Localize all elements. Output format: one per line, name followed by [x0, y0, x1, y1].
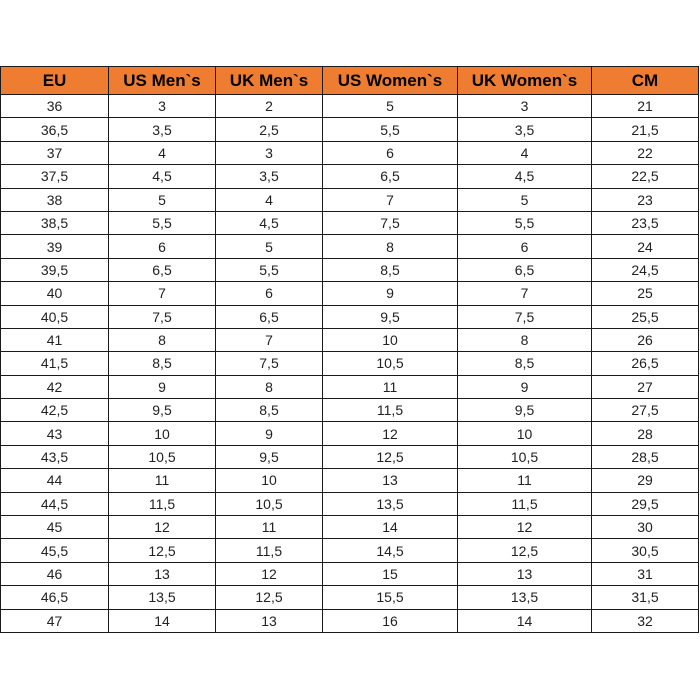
- cell-us-mens: 13,5: [109, 586, 216, 609]
- cell-uk-mens: 5: [216, 235, 323, 258]
- cell-cm: 24: [592, 235, 699, 258]
- cell-uk-womens: 7,5: [458, 305, 592, 328]
- cell-uk-mens: 8,5: [216, 399, 323, 422]
- cell-uk-mens: 12: [216, 562, 323, 585]
- cell-uk-womens: 9: [458, 375, 592, 398]
- cell-us-mens: 12,5: [109, 539, 216, 562]
- cell-uk-mens: 8: [216, 375, 323, 398]
- cell-eu: 40,5: [1, 305, 109, 328]
- cell-eu: 45,5: [1, 539, 109, 562]
- cell-cm: 28: [592, 422, 699, 445]
- cell-eu: 46,5: [1, 586, 109, 609]
- cell-us-womens: 6: [323, 141, 458, 164]
- cell-us-womens: 10,5: [323, 352, 458, 375]
- cell-uk-mens: 6: [216, 282, 323, 305]
- cell-uk-womens: 7: [458, 282, 592, 305]
- cell-eu: 39,5: [1, 258, 109, 281]
- cell-cm: 21: [592, 95, 699, 118]
- cell-us-womens: 5: [323, 95, 458, 118]
- cell-uk-mens: 12,5: [216, 586, 323, 609]
- cell-uk-womens: 5,5: [458, 211, 592, 234]
- cell-us-mens: 10,5: [109, 445, 216, 468]
- cell-uk-womens: 4,5: [458, 165, 592, 188]
- cell-cm: 21,5: [592, 118, 699, 141]
- header-row: [1, 67, 699, 95]
- cell-us-mens: 3,5: [109, 118, 216, 141]
- cell-eu: 41,5: [1, 352, 109, 375]
- cell-uk-mens: 2,5: [216, 118, 323, 141]
- cell-us-womens: 13,5: [323, 492, 458, 515]
- cell-us-mens: 14: [109, 609, 216, 632]
- cell-eu: 41: [1, 328, 109, 351]
- column-header-uk-mens: UK Men`s: [216, 67, 323, 95]
- cell-uk-womens: 3,5: [458, 118, 592, 141]
- cell-us-womens: 15: [323, 562, 458, 585]
- table-row: [1, 282, 699, 305]
- cell-uk-mens: 10: [216, 469, 323, 492]
- cell-uk-mens: 3,5: [216, 165, 323, 188]
- cell-us-womens: 5,5: [323, 118, 458, 141]
- cell-cm: 26,5: [592, 352, 699, 375]
- cell-uk-womens: 14: [458, 609, 592, 632]
- table-row: [1, 399, 699, 422]
- cell-uk-womens: 8: [458, 328, 592, 351]
- cell-uk-womens: 10: [458, 422, 592, 445]
- cell-us-mens: 3: [109, 95, 216, 118]
- cell-uk-womens: 9,5: [458, 399, 592, 422]
- table-row: [1, 165, 699, 188]
- table-row: [1, 445, 699, 468]
- cell-us-womens: 15,5: [323, 586, 458, 609]
- cell-cm: 22: [592, 141, 699, 164]
- cell-uk-womens: 6: [458, 235, 592, 258]
- cell-us-womens: 9,5: [323, 305, 458, 328]
- table-row: [1, 539, 699, 562]
- cell-us-womens: 6,5: [323, 165, 458, 188]
- cell-us-womens: 13: [323, 469, 458, 492]
- table-body: [1, 95, 699, 633]
- cell-us-mens: 7,5: [109, 305, 216, 328]
- cell-uk-mens: 6,5: [216, 305, 323, 328]
- cell-uk-mens: 13: [216, 609, 323, 632]
- table-row: [1, 95, 699, 118]
- cell-cm: 23,5: [592, 211, 699, 234]
- cell-uk-womens: 12,5: [458, 539, 592, 562]
- cell-cm: 25: [592, 282, 699, 305]
- cell-uk-womens: 5: [458, 188, 592, 211]
- cell-us-womens: 7: [323, 188, 458, 211]
- cell-us-mens: 5: [109, 188, 216, 211]
- cell-cm: 27,5: [592, 399, 699, 422]
- cell-uk-womens: 3: [458, 95, 592, 118]
- table-header: [1, 67, 699, 95]
- cell-cm: 28,5: [592, 445, 699, 468]
- table-row: [1, 352, 699, 375]
- cell-us-mens: 5,5: [109, 211, 216, 234]
- cell-uk-mens: 7,5: [216, 352, 323, 375]
- cell-us-womens: 12: [323, 422, 458, 445]
- cell-cm: 26: [592, 328, 699, 351]
- cell-us-womens: 11,5: [323, 399, 458, 422]
- cell-eu: 36,5: [1, 118, 109, 141]
- column-header-eu: EU: [1, 67, 109, 95]
- cell-uk-womens: 12: [458, 516, 592, 539]
- cell-us-mens: 4,5: [109, 165, 216, 188]
- cell-eu: 37,5: [1, 165, 109, 188]
- column-header-us-mens: US Men`s: [109, 67, 216, 95]
- cell-eu: 42: [1, 375, 109, 398]
- cell-uk-mens: 5,5: [216, 258, 323, 281]
- cell-cm: 23: [592, 188, 699, 211]
- table-row: [1, 422, 699, 445]
- cell-cm: 31: [592, 562, 699, 585]
- table-row: [1, 586, 699, 609]
- table-row: [1, 328, 699, 351]
- cell-uk-womens: 10,5: [458, 445, 592, 468]
- cell-uk-mens: 4,5: [216, 211, 323, 234]
- cell-cm: 25,5: [592, 305, 699, 328]
- cell-us-womens: 8: [323, 235, 458, 258]
- cell-cm: 27: [592, 375, 699, 398]
- cell-uk-mens: 9: [216, 422, 323, 445]
- table-row: [1, 118, 699, 141]
- cell-uk-womens: 11,5: [458, 492, 592, 515]
- table-row: [1, 492, 699, 515]
- cell-us-womens: 14: [323, 516, 458, 539]
- column-header-uk-womens: UK Women`s: [458, 67, 592, 95]
- cell-us-mens: 10: [109, 422, 216, 445]
- cell-us-mens: 11,5: [109, 492, 216, 515]
- cell-eu: 39: [1, 235, 109, 258]
- cell-uk-womens: 13,5: [458, 586, 592, 609]
- cell-eu: 38,5: [1, 211, 109, 234]
- cell-cm: 30,5: [592, 539, 699, 562]
- cell-us-mens: 7: [109, 282, 216, 305]
- cell-us-womens: 9: [323, 282, 458, 305]
- cell-us-mens: 12: [109, 516, 216, 539]
- cell-cm: 32: [592, 609, 699, 632]
- cell-us-womens: 7,5: [323, 211, 458, 234]
- cell-us-mens: 8,5: [109, 352, 216, 375]
- table-row: [1, 235, 699, 258]
- cell-cm: 22,5: [592, 165, 699, 188]
- cell-uk-mens: 11: [216, 516, 323, 539]
- cell-cm: 29,5: [592, 492, 699, 515]
- cell-eu: 44,5: [1, 492, 109, 515]
- cell-eu: 42,5: [1, 399, 109, 422]
- cell-us-mens: 4: [109, 141, 216, 164]
- cell-eu: 37: [1, 141, 109, 164]
- table-row: [1, 211, 699, 234]
- cell-eu: 38: [1, 188, 109, 211]
- cell-us-mens: 8: [109, 328, 216, 351]
- table-row: [1, 375, 699, 398]
- cell-uk-womens: 11: [458, 469, 592, 492]
- cell-us-mens: 9,5: [109, 399, 216, 422]
- cell-uk-mens: 9,5: [216, 445, 323, 468]
- cell-uk-mens: 4: [216, 188, 323, 211]
- cell-eu: 46: [1, 562, 109, 585]
- cell-uk-womens: 6,5: [458, 258, 592, 281]
- cell-us-mens: 6,5: [109, 258, 216, 281]
- cell-us-womens: 8,5: [323, 258, 458, 281]
- cell-us-mens: 13: [109, 562, 216, 585]
- table-row: [1, 609, 699, 632]
- cell-uk-womens: 13: [458, 562, 592, 585]
- cell-us-womens: 14,5: [323, 539, 458, 562]
- cell-cm: 30: [592, 516, 699, 539]
- table-row: [1, 562, 699, 585]
- cell-eu: 40: [1, 282, 109, 305]
- cell-us-mens: 6: [109, 235, 216, 258]
- cell-eu: 47: [1, 609, 109, 632]
- cell-uk-mens: 3: [216, 141, 323, 164]
- table-row: [1, 516, 699, 539]
- cell-eu: 43: [1, 422, 109, 445]
- cell-us-womens: 12,5: [323, 445, 458, 468]
- cell-us-womens: 16: [323, 609, 458, 632]
- cell-eu: 43,5: [1, 445, 109, 468]
- column-header-cm: CM: [592, 67, 699, 95]
- cell-us-womens: 10: [323, 328, 458, 351]
- cell-uk-mens: 2: [216, 95, 323, 118]
- cell-cm: 29: [592, 469, 699, 492]
- cell-uk-womens: 8,5: [458, 352, 592, 375]
- cell-uk-mens: 10,5: [216, 492, 323, 515]
- cell-eu: 36: [1, 95, 109, 118]
- cell-us-mens: 9: [109, 375, 216, 398]
- table-row: [1, 305, 699, 328]
- table-row: [1, 258, 699, 281]
- cell-cm: 31,5: [592, 586, 699, 609]
- cell-uk-mens: 11,5: [216, 539, 323, 562]
- column-header-us-womens: US Women`s: [323, 67, 458, 95]
- cell-eu: 44: [1, 469, 109, 492]
- cell-cm: 24,5: [592, 258, 699, 281]
- size-conversion-table: [0, 66, 699, 633]
- table-row: [1, 188, 699, 211]
- cell-eu: 45: [1, 516, 109, 539]
- cell-us-womens: 11: [323, 375, 458, 398]
- cell-uk-mens: 7: [216, 328, 323, 351]
- table-row: [1, 141, 699, 164]
- table-row: [1, 469, 699, 492]
- cell-uk-womens: 4: [458, 141, 592, 164]
- cell-us-mens: 11: [109, 469, 216, 492]
